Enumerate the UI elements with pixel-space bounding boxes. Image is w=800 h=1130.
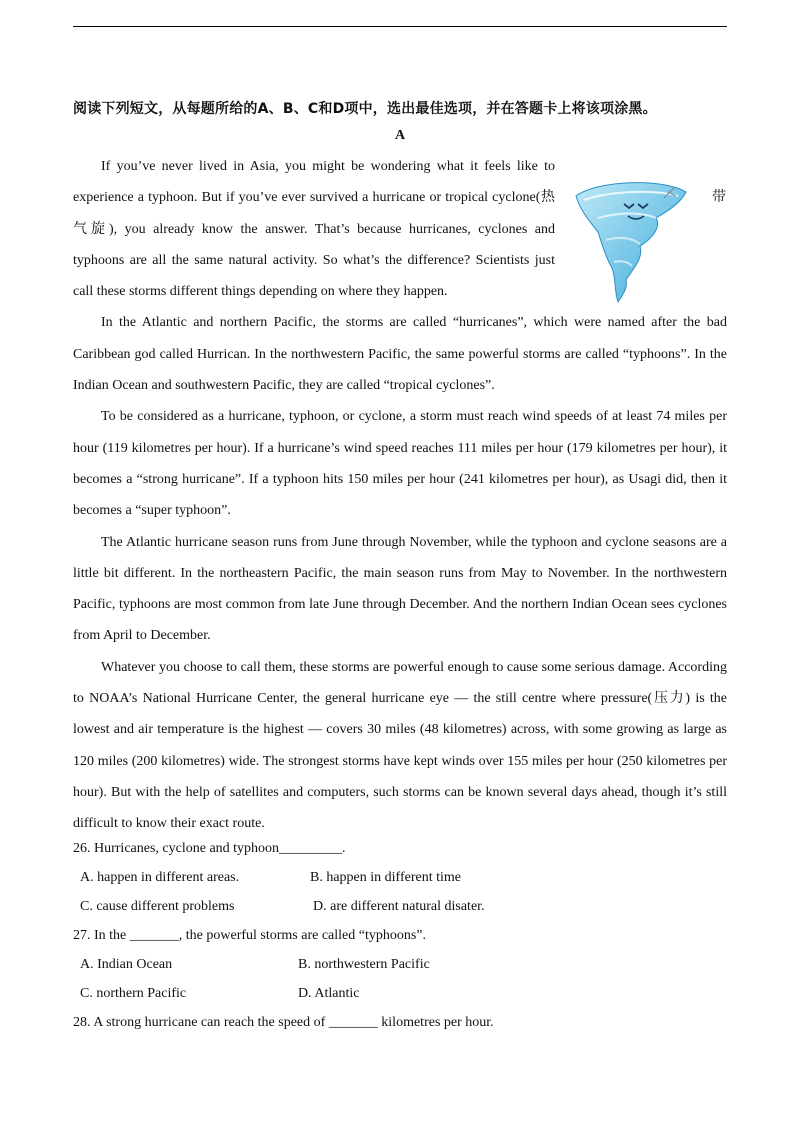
paragraph-2: In the Atlantic and northern Pacific, the storms are called “hurricanes”, which were named after the bad Caribbean god called Hurrican. In the northwestern Pacific, the same powerful storms are called “typhoons”. In the Indian Ocean and southwestern Pacific, they are called “tropical cyclones”. <box>73 315 727 394</box>
option-b: B. happen in different time <box>310 870 461 885</box>
question-27-options-row-1 <box>73 950 727 979</box>
question-28: 28. A strong hurricane can reach the speed of _______ kilometres per hour. <box>73 1015 494 1030</box>
option-c: C. northern Pacific <box>80 986 187 1001</box>
option-a: A. Indian Ocean <box>80 957 173 972</box>
question-26-options-row-1 <box>73 863 727 892</box>
question-27-options-row-2 <box>73 979 727 1008</box>
question-26: 26. Hurricanes, cyclone and typhoon_________. <box>73 841 346 856</box>
paragraph-4: The Atlantic hurricane season runs from June through November, while the typhoon and cyclone seasons are a little bit different. In the northeastern Pacific, the main season runs from May to November. In the northwestern Pacific, typhoons are most common from late June through December. And the northern Indian Ocean sees cyclones from April to December. <box>73 534 727 644</box>
paragraph-1: If you’ve never lived in Asia, you might be wondering what it feels like to experience a typhoon. But if you’ve ever survived a hurricane or tropical cyclone(热 气旋), you already know the answer. That’s because hurricanes, cyclones and typhoons are all the same natural activity. So what’s the difference? Scientists just call these storms different things depending on where they happen. <box>73 159 555 300</box>
question-27: 27. In the _______, the powerful storms are called “typhoons”. <box>73 928 427 943</box>
paragraph-5: Whatever you choose to call them, these storms are powerful enough to cause some serious damage. According to NOAA’s National Hurricane Center, the general hurricane eye — the still centre where pressure(压力) is the lowest and air temperature is the highest — covers 30 miles (48 kilometres) across, with some growing as large as 120 miles (200 kilometres) wide. The strongest storms have kept winds over 155 miles per hour (250 kilometres per hour). But with the help of satellites and computers, such storms can be known several days ahead, though it’s still difficult to know their exact route. <box>73 659 727 832</box>
tornado-icon <box>568 178 698 303</box>
questions <box>73 834 727 1037</box>
option-d: D. Atlantic <box>298 986 360 1001</box>
option-c: C. cause different problems <box>80 899 235 914</box>
option-b: B. northwestern Pacific <box>298 957 430 972</box>
instruction: 阅读下列短文，从每题所给的A、B、C和D项中，选出最佳选项，并在答题卡上将该项涂黑。 <box>73 101 657 117</box>
header-rule <box>73 26 727 27</box>
paragraph-3: To be considered as a hurricane, typhoon, or cyclone, a storm must reach wind speeds of at least 74 miles per hour (119 kilometres per hour). If a hurricane’s wind speed reaches 111 miles per hour (179 kilometres per hour), it becomes a “strong hurricane”. If a typhoon hits 150 miles per hour (241 kilometres per hour), as Usagi did, then it becomes a “super typhoon”. <box>73 409 727 519</box>
question-26-options-row-2 <box>73 892 727 921</box>
option-a: A. happen in different areas. <box>80 870 240 885</box>
section-label: A <box>394 128 406 143</box>
tornado-illustration <box>568 178 698 303</box>
option-d: D. are different natural disater. <box>313 899 485 914</box>
side-char: 带 <box>712 189 726 205</box>
